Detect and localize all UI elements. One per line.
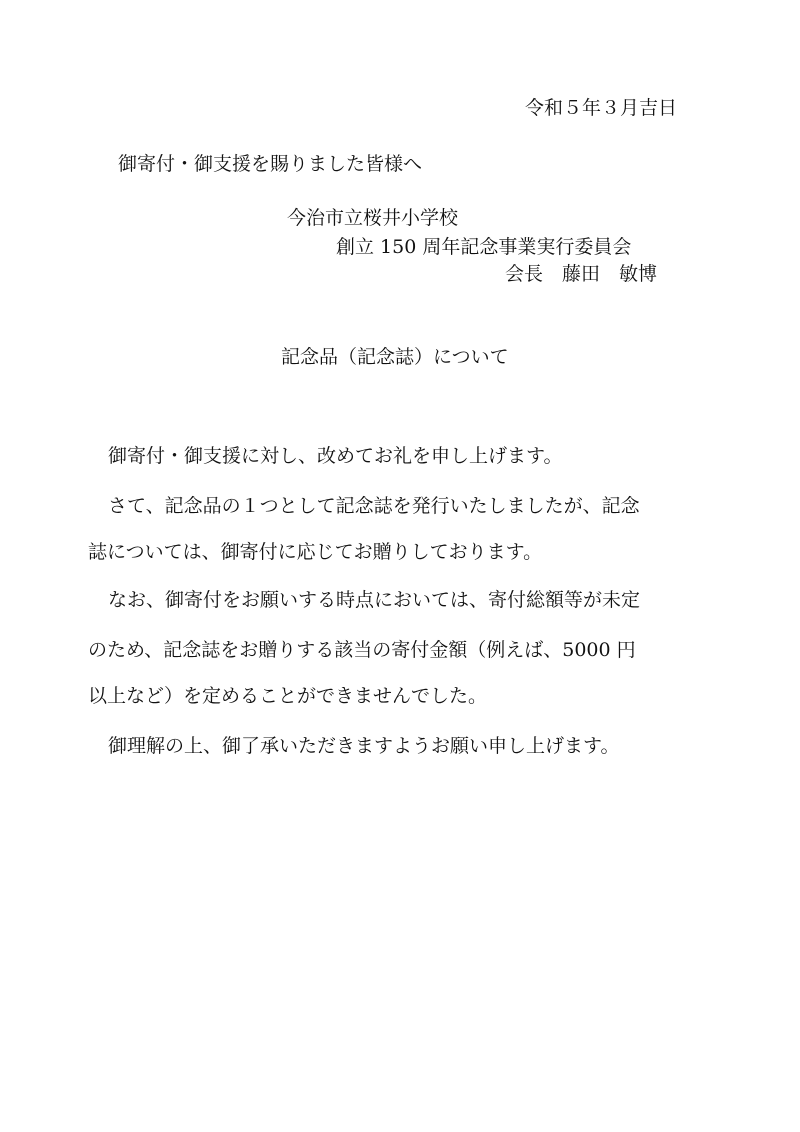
body-line: 御寄付・御支援に対し、改めてお礼を申し上げます。 bbox=[108, 445, 563, 467]
body-line: 御理解の上、御了承いただきますようお願い申し上げます。 bbox=[108, 735, 620, 757]
body-line: のため、記念誌をお贈りする該当の寄付金額（例えば、5000 円 bbox=[88, 639, 636, 661]
body-line: なお、御寄付をお願いする時点においては、寄付総額等が未定 bbox=[108, 589, 641, 611]
body-line: さて、記念品の１つとして記念誌を発行いたしましたが、記念 bbox=[108, 495, 640, 517]
body-line: 以上など）を定めることができませんでした。 bbox=[88, 685, 488, 707]
salutation: 御寄付・御支援を賜りました皆様へ bbox=[118, 153, 423, 175]
body-line: 誌については、御寄付に応じてお贈りしております。 bbox=[88, 541, 543, 563]
document-date: 令和５年３月吉日 bbox=[525, 97, 678, 119]
sender-organization: 今治市立桜井小学校 bbox=[287, 207, 459, 229]
sender-signer: 会長 藤田 敏博 bbox=[505, 263, 658, 285]
sender-committee: 創立 150 周年記念事業実行委員会 bbox=[336, 236, 632, 258]
document-subject: 記念品（記念誌）について bbox=[281, 346, 509, 368]
